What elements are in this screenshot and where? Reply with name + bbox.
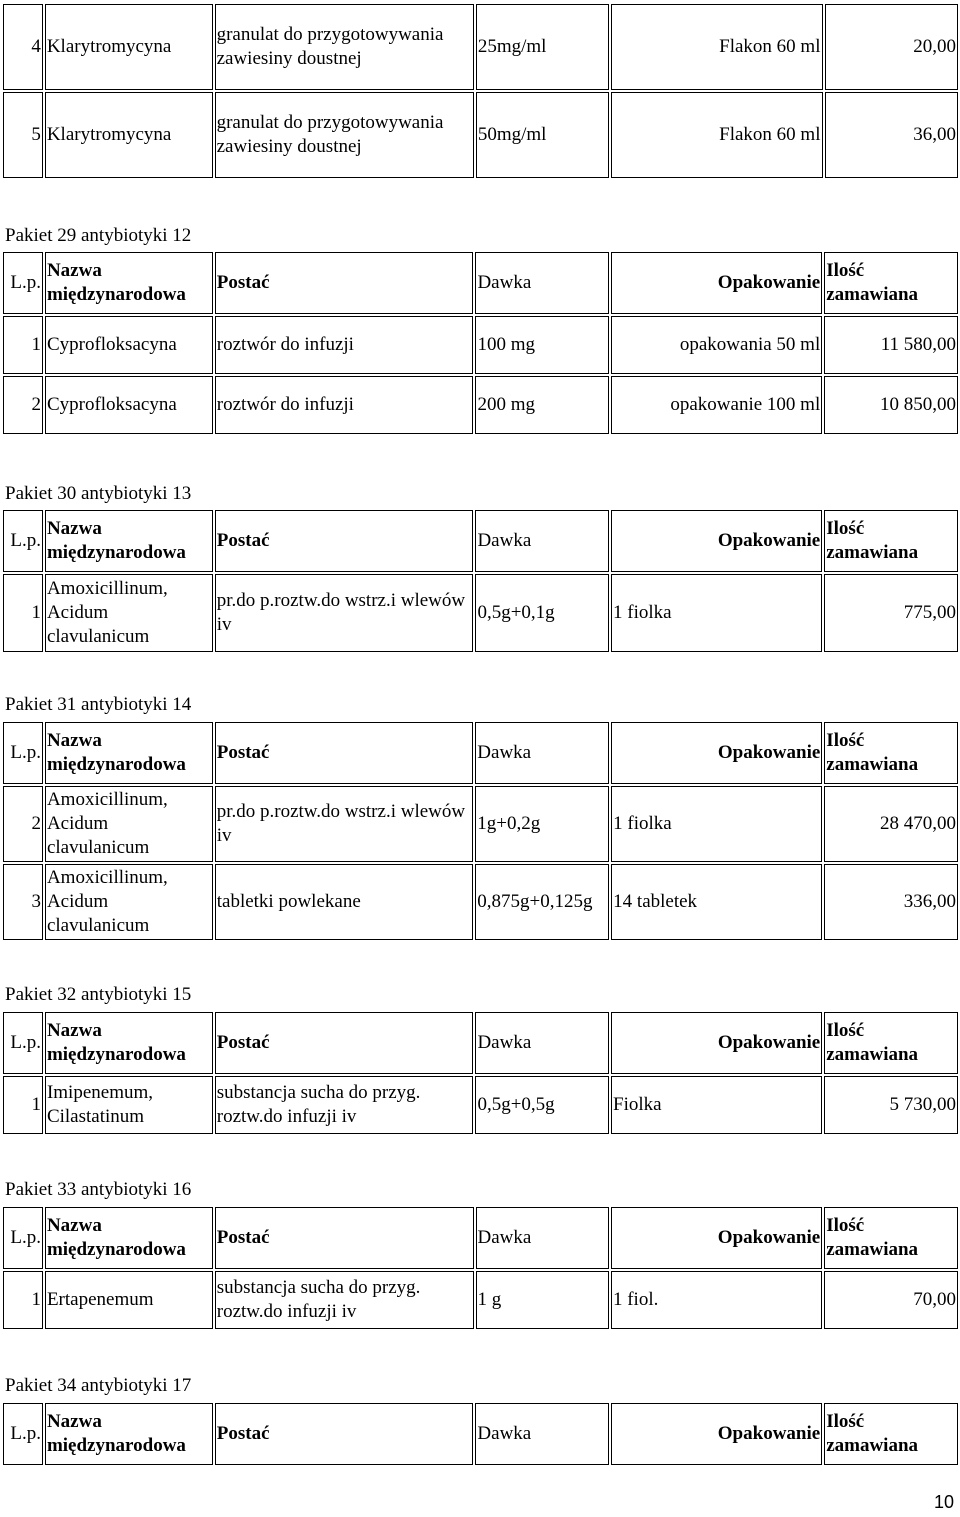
header-lp: L.p. [3, 510, 43, 572]
header-dawka: Dawka [476, 1207, 609, 1269]
cell-nazwa: Amoxicillinum, Acidum clavulanicum [45, 786, 213, 862]
header-lp: L.p. [3, 252, 43, 314]
table-header-row [3, 252, 958, 314]
pakiet-34-title: Pakiet 34 antybiotyki 17 [5, 1375, 192, 1396]
table-row [3, 316, 958, 374]
cell-lp: 2 [3, 786, 43, 862]
header-opakowanie: Opakowanie [611, 722, 822, 784]
header-opakowanie: Opakowanie [611, 1012, 822, 1074]
page-number: 10 [933, 1492, 954, 1512]
header-ilosc: Ilość zamawiana [824, 252, 958, 314]
header-nazwa: Nazwa międzynarodowa [45, 252, 213, 314]
table-row [3, 4, 958, 90]
cell-ilosc: 10 850,00 [824, 376, 958, 434]
cell-postac: pr.do p.roztw.do wstrz.i wlewów iv [215, 786, 474, 862]
cell-postac: granulat do przygotowywania zawiesiny doustnej [215, 92, 474, 178]
header-nazwa: Nazwa międzynarodowa [45, 722, 213, 784]
header-ilosc: Ilość zamawiana [824, 1403, 958, 1465]
pakiet-30-table [0, 508, 960, 654]
header-lp: L.p. [3, 1207, 43, 1269]
header-ilosc: Ilość zamawiana [824, 1207, 958, 1269]
header-postac: Postać [215, 1207, 474, 1269]
cell-dawka: 1 g [476, 1271, 609, 1329]
pakiet-31-table [0, 720, 960, 942]
cell-lp: 1 [3, 1271, 43, 1329]
cell-opakowanie: 1 fiol. [611, 1271, 822, 1329]
pakiet-33-table [0, 1205, 960, 1331]
header-lp: L.p. [3, 722, 43, 784]
pakiet-30-title: Pakiet 30 antybiotyki 13 [5, 483, 192, 504]
cell-postac: substancja sucha do przyg. roztw.do infuzji iv [215, 1271, 474, 1329]
pakiet-33-title: Pakiet 33 antybiotyki 16 [5, 1179, 192, 1200]
cell-ilosc: 70,00 [824, 1271, 958, 1329]
cell-postac: pr.do p.roztw.do wstrz.i wlewów iv [215, 574, 474, 652]
cell-ilosc: 36,00 [825, 92, 959, 178]
cell-nazwa: Amoxicillinum, Acidum clavulanicum [45, 574, 213, 652]
pakiet-32-table [0, 1010, 960, 1136]
cell-opakowanie: 1 fiolka [611, 786, 822, 862]
cell-postac: substancja sucha do przyg. roztw.do infuzji iv [215, 1076, 474, 1134]
header-dawka: Dawka [475, 1403, 608, 1465]
table-row [3, 1271, 958, 1329]
cell-opakowanie: Flakon 60 ml [611, 4, 822, 90]
cell-opakowanie: 14 tabletek [611, 864, 822, 940]
pakiet-32-title: Pakiet 32 antybiotyki 15 [5, 984, 192, 1005]
cell-ilosc: 28 470,00 [824, 786, 958, 862]
cell-lp: 3 [3, 864, 43, 940]
table-header-row [3, 722, 958, 784]
cell-postac: roztwór do infuzji [215, 376, 474, 434]
header-ilosc: Ilość zamawiana [824, 722, 958, 784]
cell-dawka: 1g+0,2g [475, 786, 609, 862]
cell-lp: 1 [3, 574, 43, 652]
table-row [3, 574, 958, 652]
table-header-row [3, 1207, 958, 1269]
cell-nazwa: Cyprofloksacyna [45, 316, 213, 374]
table-header-row [3, 1012, 958, 1074]
cell-ilosc: 20,00 [825, 4, 959, 90]
cell-lp: 1 [3, 1076, 43, 1134]
cell-nazwa: Klarytromycyna [45, 92, 213, 178]
header-postac: Postać [215, 1012, 474, 1074]
header-postac: Postać [215, 722, 474, 784]
table-row [3, 376, 958, 434]
table-header-row [3, 1403, 958, 1465]
cell-postac: granulat do przygotowywania zawiesiny doustnej [215, 4, 474, 90]
cell-dawka: 100 mg [475, 316, 608, 374]
header-dawka: Dawka [475, 510, 609, 572]
header-postac: Postać [215, 510, 474, 572]
cell-dawka: 0,5g+0,1g [475, 574, 609, 652]
table-row [3, 786, 958, 862]
cell-lp: 2 [3, 376, 43, 434]
cell-opakowanie: opakowanie 100 ml [611, 376, 822, 434]
header-lp: L.p. [3, 1012, 43, 1074]
header-lp: L.p. [3, 1403, 43, 1465]
cell-lp: 5 [3, 92, 43, 178]
cell-nazwa: Ertapenemum [45, 1271, 213, 1329]
table-row [3, 864, 958, 940]
cell-nazwa: Imipenemum, Cilastatinum [45, 1076, 213, 1134]
cell-ilosc: 5 730,00 [824, 1076, 958, 1134]
header-nazwa: Nazwa międzynarodowa [45, 1012, 213, 1074]
pakiet-29-title: Pakiet 29 antybiotyki 12 [5, 225, 192, 246]
continuation-table [1, 2, 960, 180]
header-opakowanie: Opakowanie [611, 252, 822, 314]
table-header-row [3, 510, 958, 572]
cell-lp: 1 [3, 316, 43, 374]
cell-dawka: 0,5g+0,5g [475, 1076, 609, 1134]
cell-lp: 4 [3, 4, 43, 90]
cell-postac: roztwór do infuzji [215, 316, 474, 374]
header-nazwa: Nazwa międzynarodowa [45, 1207, 213, 1269]
header-postac: Postać [215, 252, 474, 314]
header-ilosc: Ilość zamawiana [824, 510, 958, 572]
table-row [3, 92, 958, 178]
cell-nazwa: Amoxicillinum, Acidum clavulanicum [45, 864, 213, 940]
header-postac: Postać [215, 1403, 474, 1465]
header-opakowanie: Opakowanie [611, 1403, 822, 1465]
cell-nazwa: Klarytromycyna [45, 4, 213, 90]
header-nazwa: Nazwa międzynarodowa [45, 1403, 213, 1465]
table-row [3, 1076, 958, 1134]
pakiet-29-table [0, 250, 960, 436]
cell-ilosc: 11 580,00 [824, 316, 958, 374]
cell-opakowanie: 1 fiolka [611, 574, 822, 652]
cell-dawka: 0,875g+0,125g [475, 864, 609, 940]
table-continuation [0, 2, 960, 180]
cell-opakowanie: Flakon 60 ml [611, 92, 822, 178]
header-dawka: Dawka [475, 1012, 609, 1074]
header-dawka: Dawka [475, 722, 609, 784]
header-ilosc: Ilość zamawiana [824, 1012, 958, 1074]
pakiet-31-title: Pakiet 31 antybiotyki 14 [5, 694, 192, 715]
cell-ilosc: 336,00 [824, 864, 958, 940]
cell-dawka: 200 mg [475, 376, 608, 434]
pakiet-34-table [0, 1401, 960, 1467]
cell-ilosc: 775,00 [824, 574, 958, 652]
header-opakowanie: Opakowanie [611, 510, 822, 572]
cell-opakowanie: opakowania 50 ml [611, 316, 822, 374]
header-opakowanie: Opakowanie [611, 1207, 822, 1269]
header-nazwa: Nazwa międzynarodowa [45, 510, 213, 572]
cell-dawka: 50mg/ml [476, 92, 610, 178]
cell-opakowanie: Fiolka [611, 1076, 822, 1134]
cell-nazwa: Cyprofloksacyna [45, 376, 213, 434]
cell-dawka: 25mg/ml [476, 4, 610, 90]
header-dawka: Dawka [475, 252, 608, 314]
cell-postac: tabletki powlekane [215, 864, 474, 940]
